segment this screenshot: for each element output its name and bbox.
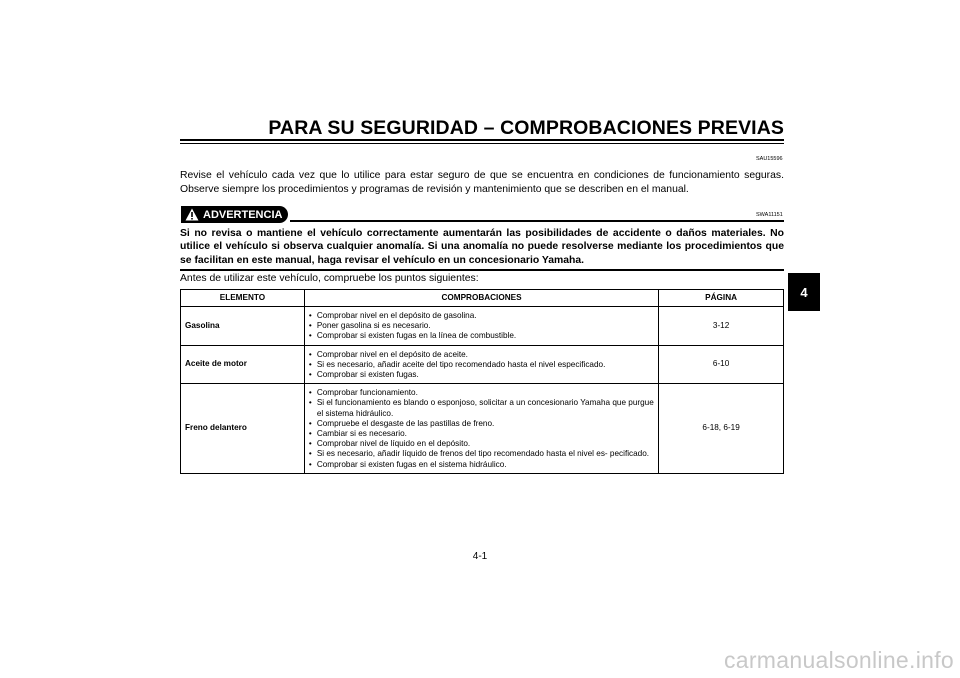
row-checks xyxy=(304,307,658,346)
chapter-tab: 4 xyxy=(788,273,820,311)
page-title: PARA SU SEGURIDAD – COMPROBACIONES PREVIAS xyxy=(268,117,784,139)
warning-triangle-icon xyxy=(185,208,199,221)
row-element: Gasolina xyxy=(181,307,305,346)
check-item: • Comprobar nivel en el depósito de aceite. xyxy=(309,350,654,360)
check-item: • Comprobar si existen fugas. xyxy=(309,370,654,380)
table-header-row xyxy=(181,290,784,307)
check-item: • Comprobar si existen fugas en el sistema hidráulico. xyxy=(309,460,654,470)
table-row xyxy=(181,345,784,384)
title-rule xyxy=(180,139,784,141)
watermark: carmanualsonline.info xyxy=(723,647,954,673)
check-item: • Comprobar nivel en el depósito de gasolina. xyxy=(309,311,654,321)
row-page: 6-10 xyxy=(659,345,784,384)
pre-ride-checks-table xyxy=(180,289,784,474)
warning-badge xyxy=(181,206,288,223)
header-element: ELEMENTO xyxy=(181,290,305,307)
warning-code: SWA11151 xyxy=(756,212,783,218)
check-item: • Si es necesario, añadir aceite del tipo recomendado hasta el nivel especificado. xyxy=(309,360,654,370)
row-page: 6-18, 6-19 xyxy=(659,384,784,474)
header-page: PÁGINA xyxy=(659,290,784,307)
warning-label: ADVERTENCIA xyxy=(203,208,283,221)
warning-text: Si no revisa o mantiene el vehículo correctamente aumentarán las posibilidades de accidente o daños materiales. No utilice el vehículo si observa cualquier anomalía. Si una anomalía no puede resolverse mediante los procedimientos que se facilitan en este manual, haga revisar el vehículo en un concesionario Yamaha. xyxy=(180,228,784,266)
check-item: • Compruebe el desgaste de las pastillas de freno. xyxy=(309,419,654,429)
row-element: Freno delantero xyxy=(181,384,305,474)
table-row xyxy=(181,384,784,474)
warning-rule xyxy=(290,220,784,222)
section-code: SAU15596 xyxy=(756,156,783,162)
check-item: • Comprobar si existen fugas en la línea de combustible. xyxy=(309,331,654,341)
row-element: Aceite de motor xyxy=(181,345,305,384)
check-item: • Poner gasolina si es necesario. xyxy=(309,321,654,331)
row-page: 3-12 xyxy=(659,307,784,346)
check-item: • Cambiar si es necesario. xyxy=(309,429,654,439)
check-item: • Si es necesario, añadir líquido de frenos del tipo recomendado hasta el nivel es- pecificado. xyxy=(309,449,654,459)
row-checks xyxy=(304,345,658,384)
intro-paragraph: Revise el vehículo cada vez que lo utilice para estar seguro de que se encuentra en condiciones de funcionamiento seguras. Observe siempre los procedimientos y programas de revisión y mantenimiento que se describen en el manual. xyxy=(180,170,784,195)
header-checks: COMPROBACIONES xyxy=(304,290,658,307)
warning-end-rule xyxy=(180,269,784,271)
check-item: • Comprobar nivel de líquido en el depósito. xyxy=(309,439,654,449)
row-checks xyxy=(304,384,658,474)
title-rule-thin xyxy=(180,143,784,144)
page-number: 4-1 xyxy=(472,551,488,562)
table-row xyxy=(181,307,784,346)
check-item: • Comprobar funcionamiento. xyxy=(309,388,654,398)
check-item: • Si el funcionamiento es blando o esponjoso, solicitar a un concesionario Yamaha que purgue el sistema hidráulico. xyxy=(309,398,654,418)
table-intro: Antes de utilizar este vehículo, compruebe los puntos siguientes: xyxy=(180,273,479,284)
